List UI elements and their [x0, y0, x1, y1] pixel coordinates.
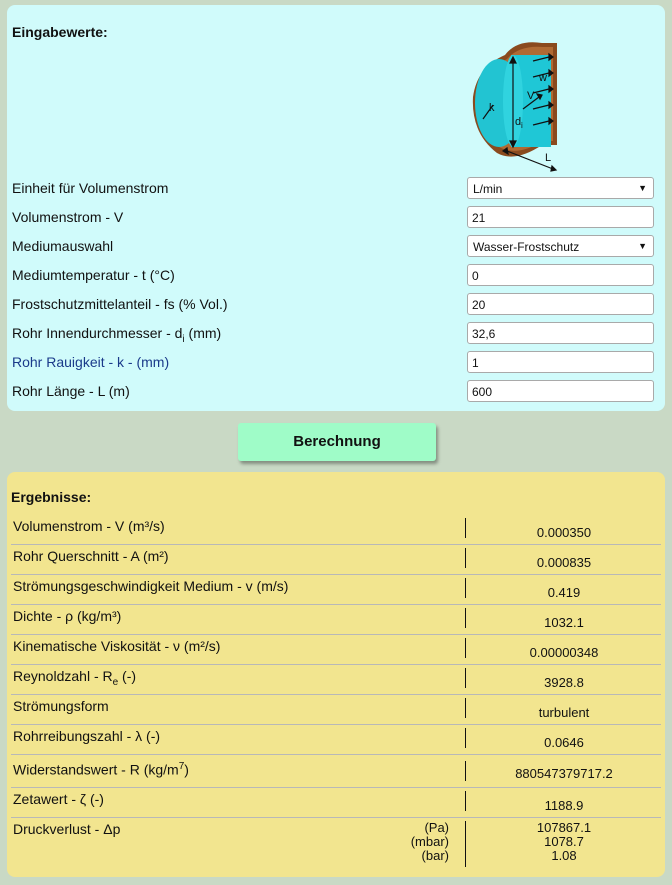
antifreeze-share-input[interactable]: 20	[467, 293, 654, 315]
label-antifreeze-share: Frostschutzmittelanteil - fs (% Vol.)	[12, 296, 228, 312]
result-row-friction-factor: Rohrreibungszahl - λ (-) 0.0646	[11, 725, 661, 755]
diagram-d-label: d	[515, 116, 522, 128]
result-row-density: Dichte - ρ (kg/m³) 1032.1	[11, 605, 661, 635]
label-pipe-inner-diameter: Rohr Innendurchmesser - $d_i$ (mm)	[12, 325, 222, 345]
pressure-values: 107867.1 1078.7 1.08	[536, 820, 592, 863]
result-row-zeta-value: Zetawert - ζ (-) 1188.9	[11, 788, 661, 818]
result-row-flow-form: Strömungsform turbulent	[11, 695, 661, 725]
diagram-v-label: V	[527, 90, 535, 102]
diagram-l-label: L	[545, 152, 552, 164]
result-row-kinematic-viscosity: Kinematische Viskosität - ν (m²/s) 0.00000348	[11, 635, 661, 665]
result-row-volume-flow: Volumenstrom - V (m³/s) 0.000350	[11, 515, 661, 545]
pipe-length-input[interactable]: 600	[467, 380, 654, 402]
chevron-down-icon: ▼	[638, 241, 647, 251]
label-pipe-roughness: Rohr Rauigkeit - k - (mm)	[12, 354, 170, 370]
input-panel	[7, 5, 665, 411]
results-panel	[7, 472, 665, 877]
label-pipe-length: Rohr Länge - L (m)	[12, 383, 130, 399]
result-row-reynolds-number: Reynoldzahl - $R_e$ (-) 3928.8	[11, 665, 661, 695]
diagram-k-label: k	[489, 102, 495, 114]
medium-select[interactable]	[467, 235, 654, 257]
volume-unit-select[interactable]	[467, 177, 654, 199]
result-row-cross-section: Rohr Querschnitt - A (m²) 0.000835	[11, 545, 661, 575]
label-volume-unit: Einheit für Volumenstrom	[12, 180, 169, 196]
pressure-units: (Pa) (mbar) (bar)	[410, 820, 449, 863]
results-title: Ergebnisse:	[11, 489, 92, 505]
diagram-d-sub-label: i	[521, 121, 523, 130]
pipe-inner-diameter-input[interactable]: 32,6	[467, 322, 654, 344]
result-row-flow-velocity: Strömungsgeschwindigkeit Medium - v (m/s) 0.419	[11, 575, 661, 605]
label-volume-flow: Volumenstrom - V	[12, 209, 124, 225]
volume-unit-value: L/min	[473, 182, 503, 196]
result-row-pressure-loss: Druckverlust - Δp (Pa) (mbar) (bar) 107867.1 1078.7 1.08	[11, 818, 661, 869]
input-title: Eingabewerte:	[12, 24, 108, 40]
pipe-roughness-input[interactable]: 1	[467, 351, 654, 373]
label-medium: Mediumauswahl	[12, 238, 114, 254]
medium-temperature-input[interactable]: 0	[467, 264, 654, 286]
label-medium-temperature: Mediumtemperatur - t (°C)	[12, 267, 175, 283]
diagram-w-label: w	[539, 72, 547, 84]
result-row-resistance-value: Widerstandswert - R $(kg/m^7)$ 880547379717.2	[11, 755, 661, 788]
medium-value: Wasser-Frostschutz	[473, 240, 580, 254]
volume-flow-input[interactable]: 21	[467, 206, 654, 228]
chevron-down-icon: ▼	[638, 183, 647, 193]
calculate-button[interactable]: Berechnung	[238, 423, 436, 461]
pipe-diagram-icon	[457, 33, 585, 173]
